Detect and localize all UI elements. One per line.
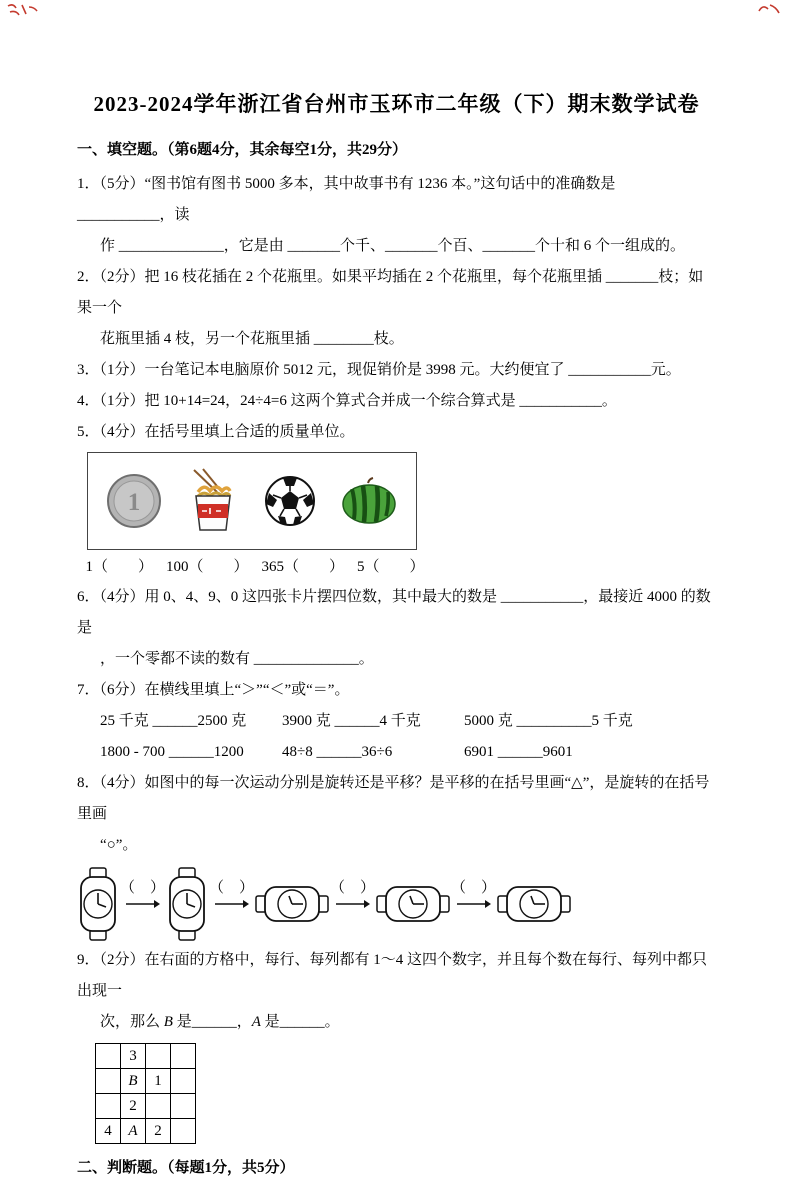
grid-cell-b: B <box>121 1069 146 1094</box>
red-stamp-right-icon <box>756 2 782 16</box>
q8-bracket-1: （ ） <box>120 880 166 896</box>
grid-cell: 3 <box>121 1044 146 1069</box>
soccer-ball-icon <box>264 475 316 527</box>
grid-cell: 2 <box>121 1094 146 1119</box>
grid-cell <box>171 1044 196 1069</box>
q7-item-6: 6901 ______9601 <box>464 744 573 760</box>
grid-cell <box>96 1094 121 1119</box>
q9-line1: 9．（2分）在右面的方格中，每行、每列都有 1～4 这四个数字，并且每个数在每行、每列中都只出现一 <box>77 952 708 999</box>
q8-transition-2 <box>209 878 254 910</box>
grid-cell <box>146 1094 171 1119</box>
watch-icon <box>255 883 329 925</box>
grid-cell <box>96 1069 121 1094</box>
grid-row <box>96 1119 196 1144</box>
watch-icon <box>497 883 571 925</box>
watch-icon <box>376 883 450 925</box>
q2-line2: 花瓶里插 4 枝，另一个花瓶里插 ________枝。 <box>100 331 404 347</box>
q1-line1: 1．（5分）“图书馆有图书 5000 多本，其中故事书有 1236 本。”这句话中的准确数是 ___________，读 <box>77 176 616 223</box>
grid-cell <box>146 1044 171 1069</box>
grid-cell: 2 <box>146 1119 171 1144</box>
grid-cell-a: A <box>121 1119 146 1144</box>
grid-row <box>96 1069 196 1094</box>
coin-value-label: 1 <box>127 489 141 516</box>
q6-line2: ，一个零都不读的数有 ______________。 <box>100 651 374 667</box>
watch-icon <box>77 867 119 941</box>
q9-line2-pre: 次，那么 <box>100 1014 164 1030</box>
q7-item-5: 48÷8 ______36÷6 <box>282 744 393 760</box>
q7-item-1: 25 千克 ______2500 克 <box>100 713 247 729</box>
q9-var-a: A <box>251 1014 261 1030</box>
q5-image-box <box>87 452 417 550</box>
q7-item-3: 5000 克 __________5 千克 <box>464 713 633 729</box>
right-arrow-icon <box>125 898 161 910</box>
watermelon-icon <box>340 477 398 525</box>
q8-transition-4 <box>451 878 496 910</box>
q7-compare-row-1 <box>100 706 716 737</box>
noodle-cup-icon <box>186 468 240 534</box>
grid-cell <box>96 1044 121 1069</box>
q9-line2 <box>100 1007 716 1038</box>
q8-figure <box>77 867 716 941</box>
number-grid <box>95 1043 196 1144</box>
section-heading-fill-blanks: 一、填空题。（第6题4分，其余每空1分，共29分） <box>77 142 408 158</box>
q4-line1: 4．（1分）把 10+14=24，24÷4=6 这两个算式合并成一个综合算式是 ___________。 <box>77 393 617 409</box>
q2-line1: 2．（2分）把 16 枝花插在 2 个花瓶里。如果平均插在 2 个花瓶里，每个花瓶里插 _______枝；如果一个 <box>77 269 704 316</box>
q7-compare-row-2 <box>100 737 716 768</box>
section-heading-true-false: 二、判断题。（每题1分，共5分） <box>77 1160 295 1176</box>
q5-unit-1: 1（ ） <box>85 559 153 575</box>
grid-cell <box>171 1094 196 1119</box>
q8-bracket-3: （ ） <box>330 880 376 896</box>
q9-line2-post: 是______。 <box>260 1014 340 1030</box>
q7-item-4: 1800 - 700 ______1200 <box>100 744 244 760</box>
right-arrow-icon <box>214 898 250 910</box>
grid-row <box>96 1044 196 1069</box>
q8-line2: “○”。 <box>100 837 138 853</box>
coin-icon <box>106 473 162 529</box>
q5-line1: 5．（4分）在括号里填上合适的质量单位。 <box>77 424 355 440</box>
q9-line2-mid: 是______， <box>172 1014 252 1030</box>
grid-cell <box>171 1069 196 1094</box>
q5-unit-2: 100（ ） <box>165 559 249 575</box>
right-arrow-icon <box>456 898 492 910</box>
q7-item-2: 3900 克 ______4 千克 <box>282 713 421 729</box>
grid-cell: 4 <box>96 1119 121 1144</box>
red-stamp-left-icon <box>6 2 40 18</box>
q6-line1: 6．（4分）用 0、4、9、0 这四张卡片摆四位数，其中最大的数是 ___________，最接近 4000 的数是 <box>77 589 711 636</box>
q5-units-row <box>79 552 431 582</box>
page-title: 2023-2024学年浙江省台州市玉环市二年级（下）期末数学试卷 <box>93 92 700 116</box>
q3-line1: 3．（1分）一台笔记本电脑原价 5012 元，现促销价是 3998 元。大约便宜了 ___________元。 <box>77 362 681 378</box>
q1-line2: 作 ______________，它是由 _______个千、_______个百、_______个十和 6 个一组成的。 <box>100 238 686 254</box>
q8-bracket-4: （ ） <box>451 880 497 896</box>
q8-line1: 8．（4分）如图中的每一次运动分别是旋转还是平移？是平移的在括号里画“△”，是旋转的在括号里画 <box>77 775 710 822</box>
grid-cell: 1 <box>146 1069 171 1094</box>
grid-cell <box>171 1119 196 1144</box>
grid-row <box>96 1094 196 1119</box>
right-arrow-icon <box>335 898 371 910</box>
q5-unit-3: 365（ ） <box>261 559 344 575</box>
q9-var-b: B <box>163 1014 173 1030</box>
q7-line1: 7．（6分）在横线里填上“＞”“＜”或“＝”。 <box>77 682 350 698</box>
q8-bracket-2: （ ） <box>209 880 255 896</box>
q8-transition-3 <box>330 878 375 910</box>
q5-unit-4: 5（ ） <box>356 559 425 575</box>
watch-icon <box>166 867 208 941</box>
q8-transition-1 <box>120 878 165 910</box>
